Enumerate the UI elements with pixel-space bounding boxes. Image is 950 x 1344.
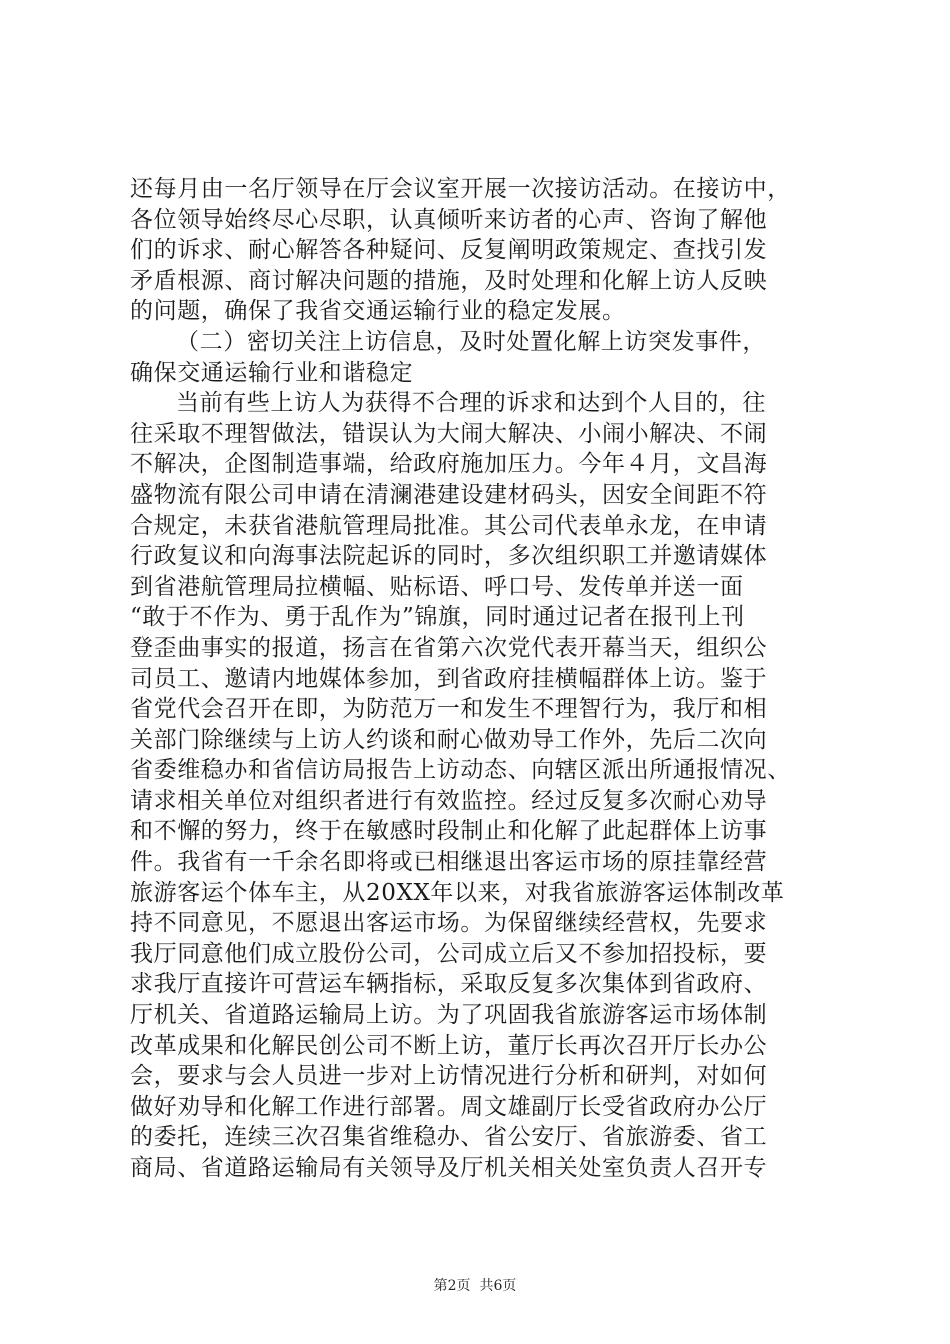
text-line: 当前有些上访人为获得不合理的诉求和达到个人目的，往 <box>176 390 766 417</box>
text-line: 到省港航管理局拉横幅、贴标语、呼口号、发传单并送一面 <box>130 573 744 600</box>
text-line: 往采取不理智做法，错误认为大闹大解决、小闹小解决、不闹 <box>130 420 768 447</box>
text-line: 关部门除继续与上访人约谈和耐心做劝导工作外，先后二次向 <box>130 726 768 753</box>
text-line: 司员工、邀请内地媒体参加，到省政府挂横幅群体上访。鉴于 <box>130 665 768 692</box>
text-line: 各位领导始终尽心尽职，认真倾听来访者的心声、咨询了解他 <box>130 206 768 233</box>
text-line: 省党代会召开在即，为防范万一和发生不理智行为，我厅和相 <box>130 696 768 723</box>
text-line: 会，要求与会人员进一步对上访情况进行分析和研判，对如何 <box>130 1063 768 1090</box>
page-number: 第2页 <box>433 1278 471 1294</box>
text-line: 做好劝导和化解工作进行部署。周文雄副厅长受省政府办公厅 <box>130 1093 768 1120</box>
page-footer <box>0 1276 950 1296</box>
text-line: 们的诉求、耐心解答各种疑问、反复阐明政策规定、查找引发 <box>130 237 768 264</box>
text-line: 和不懈的努力，终于在敏感时段制止和化解了此起群体上访事 <box>130 818 768 845</box>
text-line: 件。我省有一千余名即将或已相继退出客运市场的原挂靠经营 <box>130 849 768 876</box>
text-line: 求我厅直接许可营运车辆指标，采取反复多次集体到省政府、 <box>130 971 768 998</box>
text-line: 矛盾根源、商讨解决问题的措施，及时处理和化解上访人反映 <box>130 267 768 294</box>
text-line: 持不同意见，不愿退出客运市场。为保留继续经营权，先要求 <box>130 910 768 937</box>
text-line: 盛物流有限公司申请在清澜港建设建材码头，因安全间距不符 <box>130 481 768 508</box>
text-line: 行政复议和向海事法院起诉的同时，多次组织职工并邀请媒体 <box>130 543 768 570</box>
body-text <box>130 174 830 1184</box>
text-line: 我厅同意他们成立股份公司，公司成立后又不参加招投标，要 <box>130 940 768 967</box>
text-line: 省委维稳办和省信访局报告上访动态、向辖区派出所通报情况、 <box>130 757 791 784</box>
text-line: 确保交通运输行业和谐稳定 <box>130 359 414 386</box>
text-line: 合规定，未获省港航管理局批准。其公司代表单永龙，在申请 <box>130 512 768 539</box>
text-line: 改革成果和化解民创公司不断上访，董厅长再次召开厅长办公 <box>130 1032 768 1059</box>
text-line: 请求相关单位对组织者进行有效监控。经过反复多次耐心劝导 <box>130 787 768 814</box>
text-line: 的问题，确保了我省交通运输行业的稳定发展。 <box>130 298 626 325</box>
text-line: 旅游客运个体车主，从20XX年以来，对我省旅游客运体制改革 <box>130 879 785 906</box>
text-line: 不解决，企图制造事端，给政府施加压力。今年４月，文昌海 <box>130 451 768 478</box>
text-line: 登歪曲事实的报道，扬言在省第六次党代表开幕当天，组织公 <box>130 634 768 661</box>
text-line: 的委托，连续三次召集省维稳办、省公安厅、省旅游委、省工 <box>130 1124 768 1151</box>
text-line: 还每月由一名厅领导在厅会议室开展一次接访活动。在接访中， <box>130 176 791 202</box>
text-line: 商局、省道路运输局有关领导及厅机关相关处室负责人召开专 <box>130 1155 768 1181</box>
text-line: （二）密切关注上访信息，及时处置化解上访突发事件， <box>176 328 766 355</box>
text-line: “敢于不作为、勇于乱作为”锦旗，同时通过记者在报刊上刊 <box>130 604 745 631</box>
text-line: 厅机关、省道路运输局上访。为了巩固我省旅游客运市场体制 <box>130 1002 768 1029</box>
page-total: 共6页 <box>479 1278 517 1294</box>
